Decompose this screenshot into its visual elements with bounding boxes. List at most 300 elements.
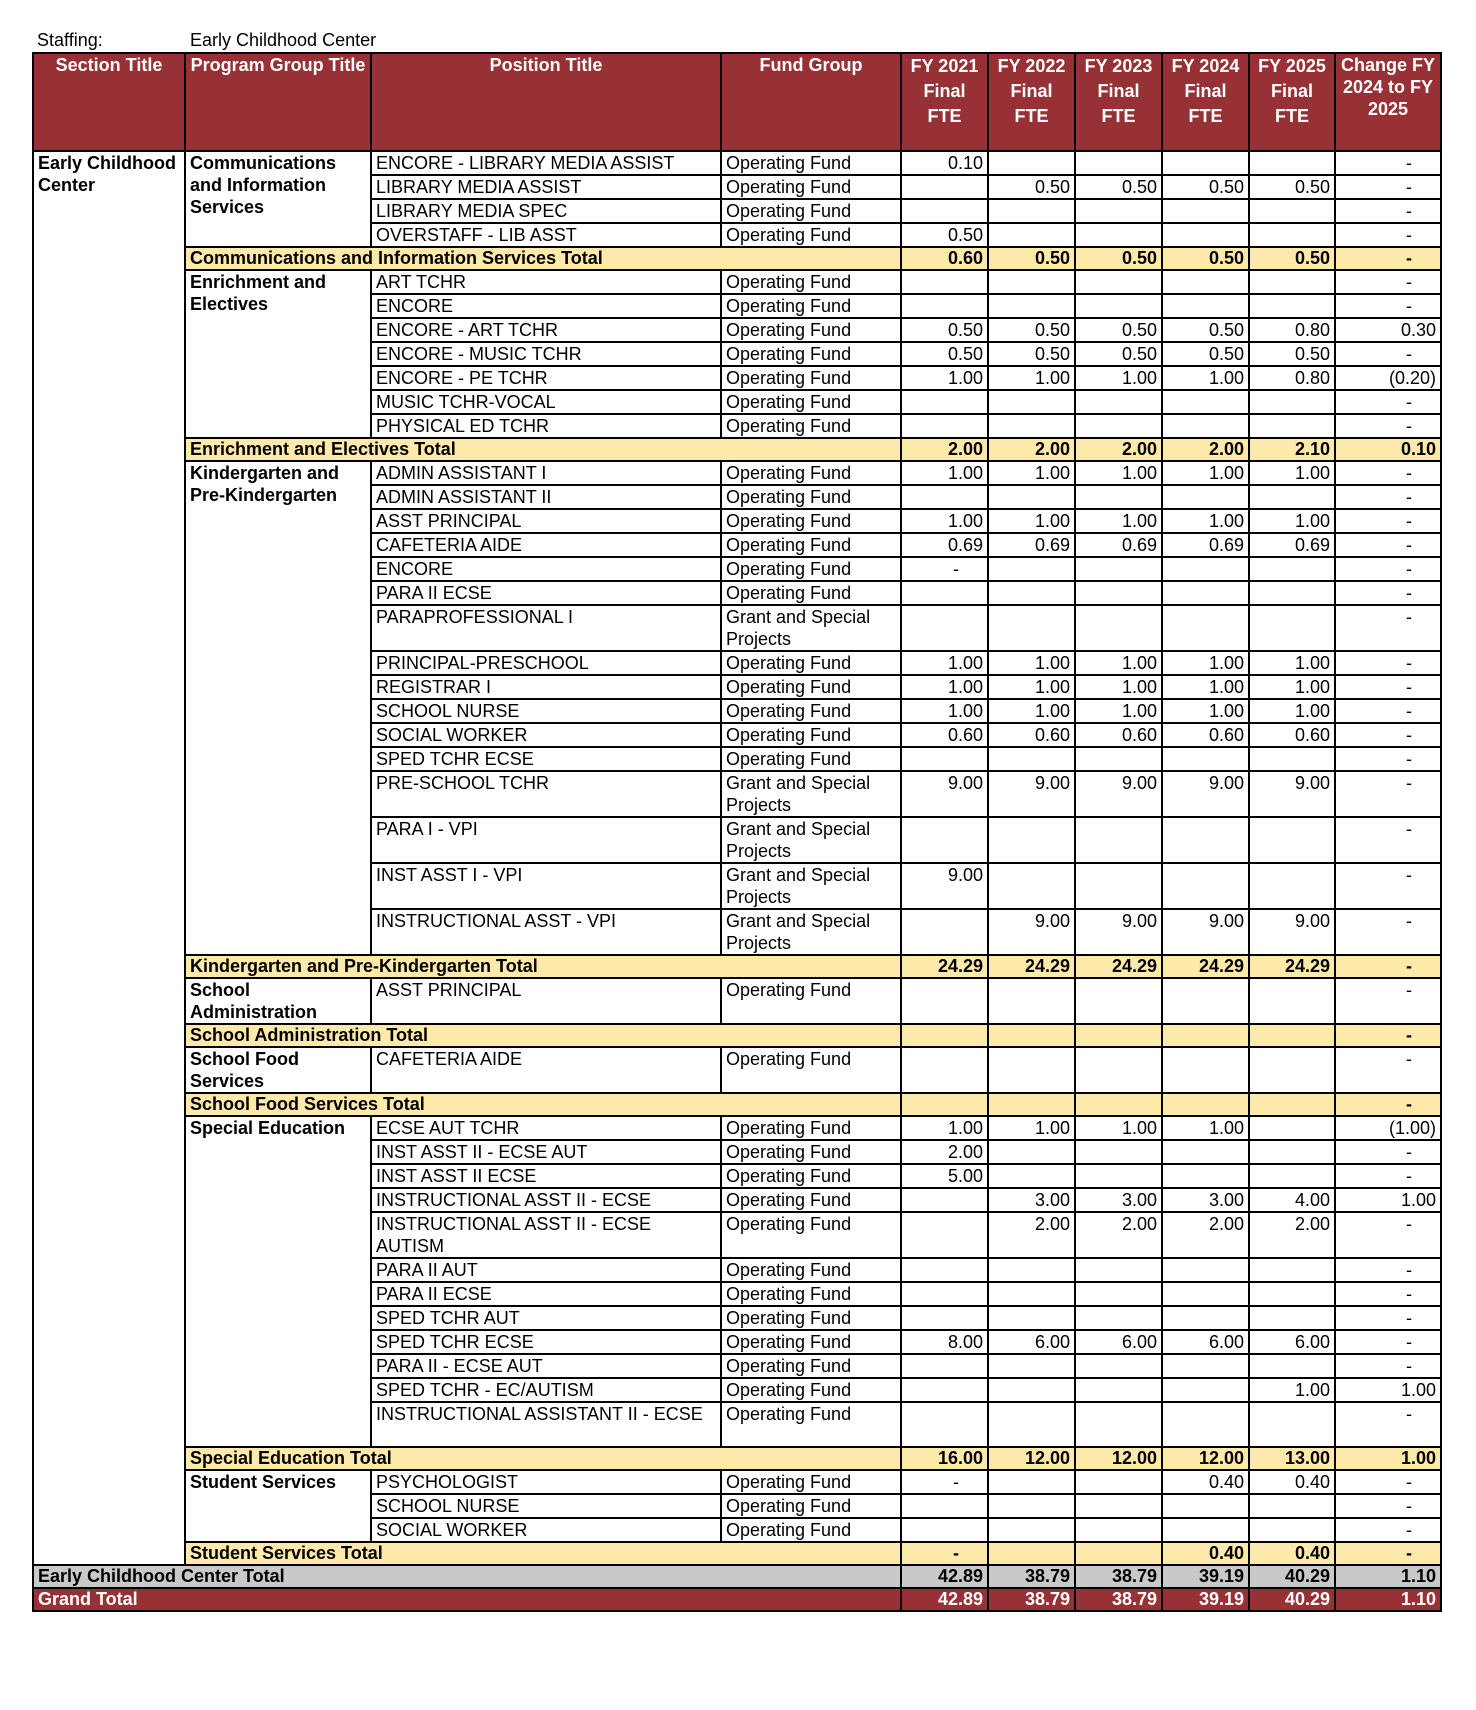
position-title-cell: OVERSTAFF - LIB ASST [371, 223, 721, 247]
fte-value-cell [1162, 747, 1249, 771]
fund-group-cell: Operating Fund [721, 175, 901, 199]
subtotal-value-cell [901, 1093, 988, 1116]
change-value-cell: - [1335, 390, 1441, 414]
fte-value-cell [1249, 199, 1335, 223]
change-value-cell: - [1335, 978, 1441, 1024]
subtotal-label: Special Education Total [185, 1447, 901, 1470]
fte-value-cell [1162, 581, 1249, 605]
fte-value-cell [1249, 557, 1335, 581]
change-value-cell: - [1335, 1494, 1441, 1518]
fte-value-cell [1249, 1258, 1335, 1282]
position-title-cell: ASST PRINCIPAL [371, 509, 721, 533]
change-value-cell: 1.00 [1335, 1188, 1441, 1212]
fund-group-cell: Operating Fund [721, 699, 901, 723]
fte-value-cell [988, 978, 1075, 1024]
change-value-cell: - [1335, 909, 1441, 955]
subtotal-value-cell [1075, 1024, 1162, 1047]
fte-value-cell: 1.00 [1249, 699, 1335, 723]
fte-value-cell: 1.00 [1249, 461, 1335, 485]
position-title-cell: PHYSICAL ED TCHR [371, 414, 721, 438]
change-value-cell: - [1335, 414, 1441, 438]
fte-value-cell [1162, 151, 1249, 175]
change-value-cell: - [1335, 485, 1441, 509]
subtotal-value-cell: 0.50 [1162, 247, 1249, 270]
fte-value-cell: 1.00 [1075, 675, 1162, 699]
fund-group-cell: Operating Fund [721, 1164, 901, 1188]
fte-value-cell: 0.60 [1249, 723, 1335, 747]
fte-value-cell [901, 199, 988, 223]
fte-value-cell [1162, 1282, 1249, 1306]
fte-value-cell: 0.50 [988, 175, 1075, 199]
fte-value-cell: 0.60 [988, 723, 1075, 747]
subtotal-change-cell: - [1335, 1542, 1441, 1565]
change-value-cell: - [1335, 1306, 1441, 1330]
change-value-cell: - [1335, 1354, 1441, 1378]
subtotal-value-cell: 0.50 [1075, 247, 1162, 270]
position-title-cell: PARA II AUT [371, 1258, 721, 1282]
fte-value-cell [901, 581, 988, 605]
fte-value-cell: 1.00 [1162, 461, 1249, 485]
fte-value-cell [901, 1047, 988, 1093]
fte-value-cell [901, 1378, 988, 1402]
fte-value-cell [901, 270, 988, 294]
fte-value-cell: 1.00 [1249, 651, 1335, 675]
position-title-cell: INSTRUCTIONAL ASST - VPI [371, 909, 721, 955]
fte-value-cell [1249, 1518, 1335, 1542]
fte-value-cell [988, 294, 1075, 318]
grand-total-row-value-cell: 38.79 [988, 1588, 1075, 1611]
fte-value-cell: 0.50 [1162, 342, 1249, 366]
fte-value-cell [1162, 390, 1249, 414]
change-value-cell: - [1335, 1330, 1441, 1354]
position-title-cell: ENCORE - LIBRARY MEDIA ASSIST [371, 151, 721, 175]
fte-value-cell: 1.00 [988, 366, 1075, 390]
staffing-value: Early Childhood Center [190, 30, 377, 50]
subtotal-label: School Food Services Total [185, 1093, 901, 1116]
center-total-row-value-cell: 40.29 [1249, 1565, 1335, 1588]
fte-value-cell [1249, 863, 1335, 909]
fte-value-cell: 6.00 [1075, 1330, 1162, 1354]
fte-value-cell: 9.00 [1162, 771, 1249, 817]
staffing-table [32, 52, 1442, 1612]
fte-value-cell: - [901, 1470, 988, 1494]
group-subtotal-row [33, 1093, 1441, 1116]
subtotal-value-cell [1162, 1093, 1249, 1116]
position-title-cell: ART TCHR [371, 270, 721, 294]
fte-value-cell: 9.00 [901, 771, 988, 817]
fte-value-cell [1249, 747, 1335, 771]
subtotal-change-cell: - [1335, 1024, 1441, 1047]
group-subtotal-row [33, 1024, 1441, 1047]
fund-group-cell: Operating Fund [721, 1494, 901, 1518]
fte-value-cell: 0.60 [1162, 723, 1249, 747]
fte-value-cell [988, 1402, 1075, 1447]
fte-value-cell: 1.00 [988, 675, 1075, 699]
fte-value-cell [1249, 294, 1335, 318]
position-title-cell: PARA I - VPI [371, 817, 721, 863]
center-total-row [33, 1565, 1441, 1588]
fte-value-cell [1249, 1140, 1335, 1164]
fte-value-cell: 0.50 [1075, 318, 1162, 342]
fte-value-cell: 0.50 [1162, 175, 1249, 199]
position-title-cell: LIBRARY MEDIA SPEC [371, 199, 721, 223]
position-title-cell: REGISTRAR I [371, 675, 721, 699]
fte-value-cell: 8.00 [901, 1330, 988, 1354]
position-title-cell: INST ASST II - ECSE AUT [371, 1140, 721, 1164]
fte-value-cell: 1.00 [1162, 651, 1249, 675]
change-value-cell: - [1335, 699, 1441, 723]
fund-group-cell: Operating Fund [721, 509, 901, 533]
fund-group-cell: Operating Fund [721, 1402, 901, 1447]
position-title-cell: ENCORE [371, 294, 721, 318]
col-position-title: Position Title [371, 53, 721, 151]
fund-group-cell: Operating Fund [721, 1188, 901, 1212]
fte-value-cell: 0.60 [1075, 723, 1162, 747]
subtotal-value-cell: 2.00 [1075, 438, 1162, 461]
change-value-cell: (1.00) [1335, 1116, 1441, 1140]
col-fy2025: FY 2025 Final FTE [1249, 53, 1335, 151]
fte-value-cell [1162, 414, 1249, 438]
fte-value-cell [1075, 1047, 1162, 1093]
fte-value-cell [1075, 557, 1162, 581]
program-group-cell: School Administration [185, 978, 371, 1024]
program-group-cell: Communications and Information Services [185, 151, 371, 247]
group-subtotal-row [33, 438, 1441, 461]
fte-value-cell [1075, 817, 1162, 863]
group-subtotal-row [33, 1542, 1441, 1565]
fte-value-cell [1162, 270, 1249, 294]
fund-group-cell: Operating Fund [721, 1282, 901, 1306]
fte-value-cell [988, 485, 1075, 509]
fte-value-cell [901, 414, 988, 438]
fte-value-cell: 1.00 [988, 509, 1075, 533]
fte-value-cell: 9.00 [1075, 909, 1162, 955]
subtotal-change-cell: 1.00 [1335, 1447, 1441, 1470]
subtotal-value-cell: 24.29 [1249, 955, 1335, 978]
change-value-cell: - [1335, 1470, 1441, 1494]
subtotal-value-cell: 24.29 [1075, 955, 1162, 978]
fund-group-cell: Operating Fund [721, 414, 901, 438]
fte-value-cell [1162, 605, 1249, 651]
position-title-cell: PRINCIPAL-PRESCHOOL [371, 651, 721, 675]
change-value-cell: - [1335, 1164, 1441, 1188]
fund-group-cell: Operating Fund [721, 342, 901, 366]
fte-value-cell: 1.00 [988, 461, 1075, 485]
position-title-cell: ENCORE - MUSIC TCHR [371, 342, 721, 366]
fund-group-cell: Operating Fund [721, 318, 901, 342]
fte-value-cell [1075, 1354, 1162, 1378]
col-fy2021: FY 2021 Final FTE [901, 53, 988, 151]
fund-group-cell: Operating Fund [721, 485, 901, 509]
grand-total-row-value-cell: 42.89 [901, 1588, 988, 1611]
fte-value-cell [1249, 390, 1335, 414]
change-value-cell: - [1335, 771, 1441, 817]
fte-value-cell: 0.50 [1249, 175, 1335, 199]
fund-group-cell: Operating Fund [721, 1047, 901, 1093]
fte-value-cell: 1.00 [1162, 699, 1249, 723]
position-title-cell: SPED TCHR ECSE [371, 1330, 721, 1354]
subtotal-change-cell: 0.10 [1335, 438, 1441, 461]
subtotal-change-cell: - [1335, 247, 1441, 270]
fte-value-cell: 0.50 [901, 223, 988, 247]
fte-value-cell [901, 1188, 988, 1212]
fund-group-cell: Operating Fund [721, 675, 901, 699]
fte-value-cell [1249, 1306, 1335, 1330]
position-title-cell: INSTRUCTIONAL ASST II - ECSE AUTISM [371, 1212, 721, 1258]
fte-value-cell [1162, 1378, 1249, 1402]
change-value-cell: - [1335, 1212, 1441, 1258]
subtotal-label: Enrichment and Electives Total [185, 438, 901, 461]
fund-group-cell: Operating Fund [721, 223, 901, 247]
fte-value-cell [1162, 817, 1249, 863]
fte-value-cell: 3.00 [1075, 1188, 1162, 1212]
fund-group-cell: Grant and Special Projects [721, 863, 901, 909]
fte-value-cell [901, 605, 988, 651]
change-value-cell: - [1335, 557, 1441, 581]
grand-total-row-value-cell: 40.29 [1249, 1588, 1335, 1611]
fte-value-cell [1249, 817, 1335, 863]
subtotal-value-cell: 2.00 [1162, 438, 1249, 461]
position-title-cell: PARA II - ECSE AUT [371, 1354, 721, 1378]
fte-value-cell [901, 1258, 988, 1282]
fte-value-cell: 0.40 [1162, 1470, 1249, 1494]
fte-value-cell [901, 175, 988, 199]
position-title-cell: INST ASST II ECSE [371, 1164, 721, 1188]
center-total-row-value-cell: 42.89 [901, 1565, 988, 1588]
group-subtotal-row [33, 955, 1441, 978]
fte-value-cell: 3.00 [988, 1188, 1075, 1212]
group-subtotal-row [33, 247, 1441, 270]
fte-value-cell: 9.00 [1249, 909, 1335, 955]
change-value-cell: - [1335, 1282, 1441, 1306]
fte-value-cell: 0.80 [1249, 318, 1335, 342]
fte-value-cell [901, 485, 988, 509]
fte-value-cell: 2.00 [901, 1140, 988, 1164]
change-value-cell: - [1335, 175, 1441, 199]
fte-value-cell: 1.00 [1075, 509, 1162, 533]
grand-total-row-label: Grand Total [33, 1588, 901, 1611]
fte-value-cell [988, 1306, 1075, 1330]
fte-value-cell [1249, 270, 1335, 294]
fte-value-cell [1162, 1047, 1249, 1093]
fund-group-cell: Operating Fund [721, 557, 901, 581]
fte-value-cell [901, 1518, 988, 1542]
fte-value-cell [1162, 1258, 1249, 1282]
fte-value-cell [1075, 1494, 1162, 1518]
fund-group-cell: Operating Fund [721, 151, 901, 175]
fund-group-cell: Operating Fund [721, 1306, 901, 1330]
fund-group-cell: Operating Fund [721, 1116, 901, 1140]
fte-value-cell: 1.00 [901, 461, 988, 485]
fte-value-cell [901, 1306, 988, 1330]
fte-value-cell [988, 1140, 1075, 1164]
change-value-cell: - [1335, 651, 1441, 675]
change-value-cell: - [1335, 509, 1441, 533]
header-row [33, 53, 1441, 151]
fte-value-cell [1249, 1282, 1335, 1306]
fte-value-cell: 1.00 [988, 1116, 1075, 1140]
change-value-cell: 0.30 [1335, 318, 1441, 342]
fte-value-cell: 0.69 [1162, 533, 1249, 557]
fte-value-cell: 1.00 [1249, 675, 1335, 699]
subtotal-value-cell [1075, 1093, 1162, 1116]
subtotal-value-cell: 0.40 [1249, 1542, 1335, 1565]
fund-group-cell: Operating Fund [721, 723, 901, 747]
subtotal-value-cell: 2.10 [1249, 438, 1335, 461]
position-title-cell: PARA II ECSE [371, 581, 721, 605]
fte-value-cell [1162, 557, 1249, 581]
fund-group-cell: Operating Fund [721, 1470, 901, 1494]
fte-value-cell [1075, 294, 1162, 318]
fte-value-cell: 2.00 [1162, 1212, 1249, 1258]
fte-value-cell: 9.00 [988, 771, 1075, 817]
position-title-cell: SPED TCHR ECSE [371, 747, 721, 771]
fte-value-cell: 9.00 [901, 863, 988, 909]
subtotal-value-cell [988, 1542, 1075, 1565]
fund-group-cell: Operating Fund [721, 1518, 901, 1542]
fte-value-cell [1075, 151, 1162, 175]
fte-value-cell: 1.00 [1249, 509, 1335, 533]
fund-group-cell: Operating Fund [721, 581, 901, 605]
fte-value-cell [1075, 485, 1162, 509]
fte-value-cell [988, 1494, 1075, 1518]
fte-value-cell: 1.00 [1075, 461, 1162, 485]
position-title-cell: INSTRUCTIONAL ASSISTANT II - ECSE [371, 1402, 721, 1447]
group-subtotal-row [33, 1447, 1441, 1470]
subtotal-value-cell [1075, 1542, 1162, 1565]
subtotal-value-cell [901, 1024, 988, 1047]
subtotal-value-cell: 12.00 [1075, 1447, 1162, 1470]
position-title-cell: ENCORE - ART TCHR [371, 318, 721, 342]
subtotal-value-cell [988, 1024, 1075, 1047]
fte-value-cell [988, 605, 1075, 651]
fte-value-cell: 0.60 [901, 723, 988, 747]
table-row [33, 270, 1441, 294]
fte-value-cell: 1.00 [988, 651, 1075, 675]
position-title-cell: CAFETERIA AIDE [371, 1047, 721, 1093]
fte-value-cell: 9.00 [1075, 771, 1162, 817]
fte-value-cell [1162, 978, 1249, 1024]
change-value-cell: - [1335, 1518, 1441, 1542]
fte-value-cell: 6.00 [1162, 1330, 1249, 1354]
fund-group-cell: Operating Fund [721, 270, 901, 294]
fte-value-cell: 1.00 [1249, 1378, 1335, 1402]
fte-value-cell [1075, 1518, 1162, 1542]
fte-value-cell: 0.50 [901, 342, 988, 366]
fte-value-cell [1075, 223, 1162, 247]
fte-value-cell [1162, 1164, 1249, 1188]
program-group-cell: Special Education [185, 1116, 371, 1447]
change-value-cell: - [1335, 747, 1441, 771]
fte-value-cell [1249, 1116, 1335, 1140]
subtotal-value-cell: 0.60 [901, 247, 988, 270]
fund-group-cell: Operating Fund [721, 1330, 901, 1354]
grand-total-row [33, 1588, 1441, 1611]
fte-value-cell [988, 151, 1075, 175]
position-title-cell: CAFETERIA AIDE [371, 533, 721, 557]
fte-value-cell: 0.69 [901, 533, 988, 557]
position-title-cell: SPED TCHR - EC/AUTISM [371, 1378, 721, 1402]
position-title-cell: SCHOOL NURSE [371, 1494, 721, 1518]
position-title-cell: ENCORE - PE TCHR [371, 366, 721, 390]
subtotal-value-cell [1162, 1024, 1249, 1047]
fte-value-cell [1249, 978, 1335, 1024]
position-title-cell: ADMIN ASSISTANT I [371, 461, 721, 485]
table-row [33, 1116, 1441, 1140]
fund-group-cell: Operating Fund [721, 1140, 901, 1164]
fte-value-cell: 5.00 [901, 1164, 988, 1188]
fund-group-cell: Operating Fund [721, 199, 901, 223]
subtotal-value-cell: 2.00 [901, 438, 988, 461]
change-value-cell: - [1335, 1402, 1441, 1447]
fte-value-cell: 2.00 [1249, 1212, 1335, 1258]
subtotal-value-cell: 24.29 [901, 955, 988, 978]
fte-value-cell [1075, 1282, 1162, 1306]
fte-value-cell [901, 747, 988, 771]
fte-value-cell [1075, 1470, 1162, 1494]
fte-value-cell: 0.50 [988, 318, 1075, 342]
grand-total-row-change-cell: 1.10 [1335, 1588, 1441, 1611]
staffing-label: Staffing: [37, 30, 103, 50]
change-value-cell: - [1335, 223, 1441, 247]
fte-value-cell [1249, 485, 1335, 509]
fte-value-cell: 4.00 [1249, 1188, 1335, 1212]
fte-value-cell [1075, 270, 1162, 294]
position-title-cell: INST ASST I - VPI [371, 863, 721, 909]
fte-value-cell: 9.00 [1162, 909, 1249, 955]
fte-value-cell: 1.00 [901, 699, 988, 723]
subtotal-value-cell [988, 1093, 1075, 1116]
fte-value-cell [988, 1047, 1075, 1093]
fte-value-cell: 0.50 [988, 342, 1075, 366]
change-value-cell: - [1335, 605, 1441, 651]
fte-value-cell [1162, 485, 1249, 509]
fund-group-cell: Operating Fund [721, 390, 901, 414]
change-value-cell: - [1335, 1047, 1441, 1093]
subtotal-value-cell [1249, 1024, 1335, 1047]
program-group-cell: School Food Services [185, 1047, 371, 1093]
subtotal-value-cell: - [901, 1542, 988, 1565]
fte-value-cell [1249, 1354, 1335, 1378]
fte-value-cell: 1.00 [901, 366, 988, 390]
fte-value-cell [1249, 414, 1335, 438]
program-group-cell: Kindergarten and Pre-Kindergarten [185, 461, 371, 955]
fund-group-cell: Operating Fund [721, 366, 901, 390]
fte-value-cell [901, 390, 988, 414]
fte-value-cell: 1.00 [1075, 366, 1162, 390]
fte-value-cell: 1.00 [901, 509, 988, 533]
table-row [33, 1470, 1441, 1494]
section-title-cell: Early Childhood Center [33, 151, 185, 1565]
fte-value-cell [901, 1354, 988, 1378]
fte-value-cell: 1.00 [901, 1116, 988, 1140]
program-group-cell: Student Services [185, 1470, 371, 1542]
subtotal-value-cell: 24.29 [988, 955, 1075, 978]
subtotal-change-cell: - [1335, 1093, 1441, 1116]
fte-value-cell [1075, 978, 1162, 1024]
fte-value-cell: 0.50 [901, 318, 988, 342]
fte-value-cell [1075, 390, 1162, 414]
fte-value-cell [1249, 605, 1335, 651]
fte-value-cell [988, 1354, 1075, 1378]
fte-value-cell [1075, 414, 1162, 438]
fte-value-cell: 0.80 [1249, 366, 1335, 390]
fte-value-cell [988, 270, 1075, 294]
center-total-row-label: Early Childhood Center Total [33, 1565, 901, 1588]
change-value-cell: - [1335, 342, 1441, 366]
change-value-cell: - [1335, 1258, 1441, 1282]
change-value-cell: - [1335, 199, 1441, 223]
